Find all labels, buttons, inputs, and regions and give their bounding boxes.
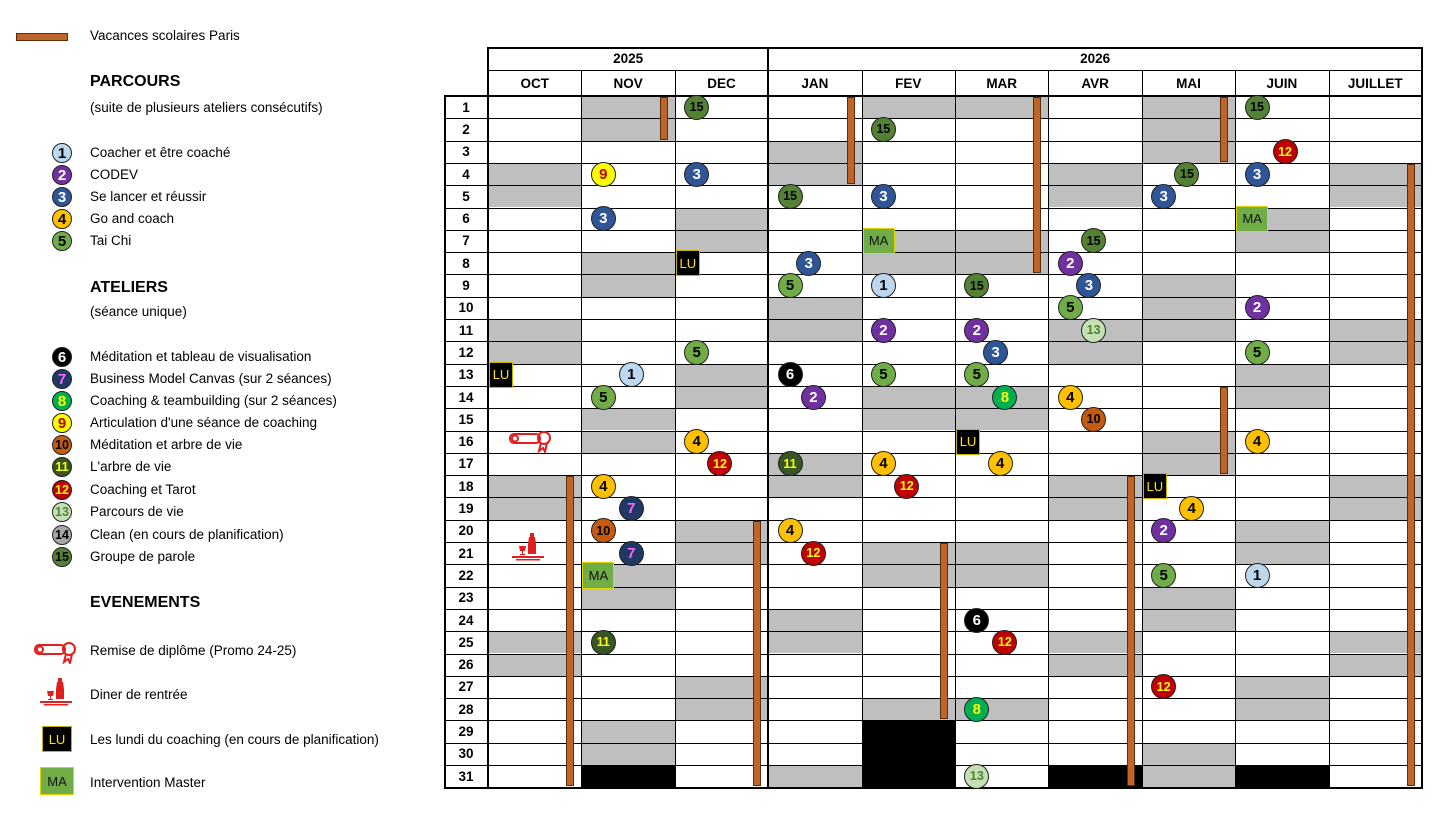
grid-line [444, 319, 1422, 320]
session-badge: 1 [619, 362, 644, 387]
ateliers-subtitle: (séance unique) [90, 304, 187, 319]
nonexistent-day-cell [862, 720, 955, 743]
weekend-cell [955, 408, 1048, 430]
session-badge: 15 [871, 117, 896, 142]
atelier-legend-label: Méditation et tableau de visualisation [90, 349, 312, 364]
session-badge: 8 [964, 697, 989, 722]
weekend-cell [1142, 587, 1235, 609]
session-badge: 2 [801, 385, 826, 410]
grid-line [444, 743, 1422, 744]
weekend-cell [862, 408, 955, 430]
day-number: 5 [462, 188, 470, 204]
vacation-bar [1220, 387, 1228, 474]
session-badge: 5 [1058, 295, 1083, 320]
day-number: 26 [458, 657, 474, 673]
grid-line [444, 765, 1422, 766]
parcours-legend-badge: 3 [52, 187, 72, 207]
atelier-legend-badge: 11 [52, 457, 72, 477]
atelier-legend-badge: 13 [52, 502, 72, 522]
session-badge: 12 [801, 541, 826, 566]
grid-line [444, 95, 446, 789]
grid-line [1329, 70, 1330, 789]
atelier-legend-label: Clean (en cours de planification) [90, 527, 284, 542]
weekend-cell [1048, 163, 1141, 185]
grid-line [444, 208, 1422, 209]
atelier-legend-label: Business Model Canvas (sur 2 séances) [90, 371, 332, 386]
session-badge: 5 [1245, 340, 1270, 365]
atelier-legend-badge: 10 [52, 435, 72, 455]
weekend-cell [1235, 230, 1328, 252]
month-header: AVR [1081, 75, 1109, 91]
session-badge: 10 [1081, 407, 1106, 432]
month-header: NOV [613, 75, 643, 91]
atelier-legend-badge: 9 [52, 413, 72, 433]
session-badge: 5 [871, 362, 896, 387]
weekend-cell [768, 631, 861, 653]
day-number: 12 [458, 344, 474, 360]
day-number: 21 [458, 545, 474, 561]
day-number: 18 [458, 478, 474, 494]
weekend-cell [581, 252, 674, 274]
parcours-legend-badge: 4 [52, 209, 72, 229]
session-badge: 1 [1245, 563, 1270, 588]
dinner-icon [510, 532, 546, 562]
weekend-cell [955, 564, 1048, 586]
session-badge: 13 [1081, 318, 1106, 343]
atelier-legend-label: L'arbre de vie [90, 459, 172, 474]
session-badge: 9 [591, 162, 616, 187]
day-number: 16 [458, 434, 474, 450]
session-badge: 15 [1174, 162, 1199, 187]
weekend-cell [1142, 319, 1235, 341]
day-number: 27 [458, 679, 474, 695]
month-header: FEV [895, 75, 922, 91]
weekend-cell [768, 475, 861, 497]
grid-line [444, 787, 1423, 789]
session-badge: 4 [1245, 429, 1270, 454]
day-number: 19 [458, 501, 474, 517]
day-number: 9 [462, 278, 470, 294]
ma-event-badge: MA [582, 562, 614, 588]
grid-line [444, 163, 1422, 164]
session-badge: 5 [591, 385, 616, 410]
weekend-cell [1142, 765, 1235, 787]
weekend-cell [768, 319, 861, 341]
day-number: 8 [462, 255, 470, 271]
session-badge: 1 [871, 273, 896, 298]
grid-line [444, 453, 1422, 454]
session-badge: 8 [992, 385, 1017, 410]
weekend-cell [768, 297, 861, 319]
vacation-bar [1220, 97, 1228, 162]
atelier-legend-label: Parcours de vie [90, 504, 184, 519]
parcours-legend-label: Se lancer et réussir [90, 189, 207, 204]
session-badge: 12 [992, 630, 1017, 655]
weekend-cell [1048, 185, 1141, 207]
session-badge: 2 [1245, 295, 1270, 320]
session-badge: 10 [591, 518, 616, 543]
grid-line [581, 70, 582, 789]
session-badge: 3 [1076, 273, 1101, 298]
grid-line [444, 386, 1422, 387]
weekend-cell [1142, 274, 1235, 296]
weekend-cell [581, 743, 674, 765]
grid-line [444, 297, 1422, 298]
weekend-cell [955, 542, 1048, 564]
session-badge: 11 [778, 451, 803, 476]
year-header: 2025 [613, 51, 644, 66]
grid-line [444, 274, 1422, 275]
weekend-cell [768, 765, 861, 787]
lu-legend-badge: LU [42, 726, 72, 752]
grid-line [444, 341, 1422, 342]
atelier-legend-badge: 15 [52, 547, 72, 567]
session-badge: 3 [796, 251, 821, 276]
session-badge: 12 [1151, 674, 1176, 699]
session-badge: 4 [1058, 385, 1083, 410]
weekend-cell [581, 274, 674, 296]
weekend-cell [1142, 609, 1235, 631]
year-header: 2026 [1080, 51, 1111, 66]
grid-line [1235, 70, 1236, 789]
day-number: 15 [458, 411, 474, 427]
weekend-cell [488, 163, 581, 185]
dinner-icon [38, 677, 74, 707]
parcours-legend-label: Go and coach [90, 211, 175, 226]
session-badge: 4 [684, 429, 709, 454]
grid-line [444, 631, 1422, 632]
month-header: MAI [1176, 75, 1201, 91]
diploma-icon [33, 640, 79, 664]
parcours-legend-label: Tai Chi [90, 233, 132, 248]
weekend-cell [675, 230, 768, 252]
grid-line [444, 520, 1422, 521]
weekend-cell [581, 587, 674, 609]
parcours-legend-badge: 5 [52, 231, 72, 251]
grid-line [444, 252, 1422, 253]
weekend-cell [581, 408, 674, 430]
session-badge: 4 [871, 451, 896, 476]
weekend-cell [581, 720, 674, 742]
session-badge: 11 [591, 630, 616, 655]
month-header: MAR [986, 75, 1018, 91]
day-number: 1 [462, 99, 470, 115]
nonexistent-day-cell [862, 765, 955, 788]
day-number: 7 [462, 233, 470, 249]
dinner-label: Diner de rentrée [90, 687, 188, 702]
weekend-cell [768, 609, 861, 631]
weekend-cell [1235, 520, 1328, 542]
weekend-cell [1142, 743, 1235, 765]
session-badge: 15 [778, 184, 803, 209]
month-header: JUILLET [1347, 75, 1403, 91]
day-number: 31 [458, 768, 474, 784]
grid-line [444, 609, 1422, 610]
vacation-bar [1127, 476, 1135, 786]
session-badge: 7 [619, 496, 644, 521]
session-badge: 12 [707, 451, 732, 476]
weekend-cell [1142, 297, 1235, 319]
grid-line [444, 185, 1422, 186]
parcours-subtitle: (suite de plusieurs ateliers consécutifs) [90, 100, 323, 115]
session-badge: 2 [1058, 251, 1083, 276]
session-badge: 3 [1151, 184, 1176, 209]
grid-line [444, 118, 1422, 119]
session-badge: 15 [1081, 228, 1106, 253]
weekend-cell [581, 431, 674, 453]
grid-line [675, 70, 676, 789]
parcours-legend-badge: 2 [52, 165, 72, 185]
grid-line [444, 542, 1422, 543]
grid-line [1048, 70, 1049, 789]
atelier-legend-label: Articulation d'une séance de coaching [90, 415, 317, 430]
vacation-legend-swatch [16, 33, 68, 41]
month-header: JAN [801, 75, 829, 91]
nonexistent-day-cell [862, 743, 955, 766]
atelier-legend-badge: 14 [52, 525, 72, 545]
ma-label: Intervention Master [90, 775, 206, 790]
day-number: 25 [458, 634, 474, 650]
day-number: 23 [458, 590, 474, 606]
grid-line [444, 95, 1423, 97]
vacation-bar [847, 97, 855, 184]
session-badge: 2 [871, 318, 896, 343]
session-badge: 6 [964, 608, 989, 633]
grid-line [1142, 70, 1143, 789]
atelier-legend-badge: 12 [52, 480, 72, 500]
session-badge: 4 [1179, 496, 1204, 521]
day-number: 14 [458, 389, 474, 405]
day-number: 28 [458, 701, 474, 717]
nonexistent-day-cell [581, 765, 674, 788]
lu-event-badge: LU [1143, 473, 1167, 499]
weekend-cell [675, 386, 768, 408]
evenements-title: EVENEMENTS [90, 594, 201, 611]
session-badge: 5 [778, 273, 803, 298]
atelier-legend-badge: 7 [52, 369, 72, 389]
weekend-cell [1235, 676, 1328, 698]
ma-legend-badge: MA [40, 767, 74, 795]
grid-line [444, 475, 1422, 476]
atelier-legend-badge: 8 [52, 391, 72, 411]
weekend-cell [488, 319, 581, 341]
day-number: 24 [458, 612, 474, 628]
session-badge: 4 [778, 518, 803, 543]
vacation-legend-label: Vacances scolaires Paris [90, 28, 240, 43]
day-number: 11 [458, 322, 474, 338]
grid-line [444, 141, 1422, 142]
session-badge: 3 [871, 184, 896, 209]
session-badge: 4 [988, 451, 1013, 476]
session-badge: 7 [619, 541, 644, 566]
atelier-legend-badge: 6 [52, 347, 72, 367]
session-badge: 13 [964, 764, 989, 789]
grid-line [444, 497, 1422, 498]
session-badge: 15 [964, 273, 989, 298]
vacation-bar [1033, 97, 1041, 273]
session-badge: 3 [1245, 162, 1270, 187]
session-badge: 12 [1273, 139, 1298, 164]
session-badge: 15 [684, 95, 709, 120]
grid-line [487, 47, 489, 789]
day-number: 13 [458, 367, 474, 383]
day-number: 3 [462, 144, 470, 160]
session-badge: 4 [591, 474, 616, 499]
grid-line [444, 364, 1422, 365]
lu-event-badge: LU [676, 250, 700, 276]
grid-line [767, 47, 769, 789]
session-badge: 5 [684, 340, 709, 365]
weekend-cell [1048, 341, 1141, 363]
weekend-cell [862, 252, 955, 274]
weekend-cell [1235, 698, 1328, 720]
day-number: 20 [458, 523, 474, 539]
parcours-legend-label: Coacher et être coaché [90, 145, 231, 160]
grid-line [444, 230, 1422, 231]
session-badge: 3 [983, 340, 1008, 365]
day-number: 6 [462, 211, 470, 227]
day-number: 22 [458, 567, 474, 583]
weekend-cell [488, 185, 581, 207]
parcours-legend-label: CODEV [90, 167, 139, 182]
day-number: 4 [462, 166, 470, 182]
grid-line [444, 720, 1422, 721]
diploma-icon [508, 429, 554, 453]
grid-line [488, 47, 1423, 49]
atelier-legend-label: Méditation et arbre de vie [90, 437, 243, 452]
day-number: 29 [458, 724, 474, 740]
month-header: JUIN [1266, 75, 1298, 91]
diploma-label: Remise de diplôme (Promo 24-25) [90, 643, 297, 658]
vacation-bar [940, 543, 948, 719]
session-badge: 3 [684, 162, 709, 187]
month-header: DEC [707, 75, 736, 91]
ma-event-badge: MA [1236, 206, 1268, 232]
ateliers-title: ATELIERS [90, 279, 168, 296]
grid-line [1421, 47, 1423, 789]
weekend-cell [862, 96, 955, 118]
atelier-legend-label: Coaching et Tarot [90, 482, 196, 497]
grid-line [444, 654, 1422, 655]
nonexistent-day-cell [1235, 765, 1328, 788]
ma-event-badge: MA [863, 228, 895, 254]
lu-label: Les lundi du coaching (en cours de planification) [90, 732, 379, 747]
lu-event-badge: LU [956, 429, 980, 455]
session-badge: 2 [1151, 518, 1176, 543]
day-number: 10 [458, 300, 474, 316]
lu-event-badge: LU [489, 362, 513, 388]
parcours-title: PARCOURS [90, 73, 181, 90]
vacation-bar [1407, 164, 1415, 786]
weekend-cell [488, 341, 581, 363]
weekend-cell [1235, 542, 1328, 564]
weekend-cell [1235, 364, 1328, 386]
day-number: 2 [462, 121, 470, 137]
grid-line [444, 431, 1422, 432]
session-badge: 5 [964, 362, 989, 387]
vacation-bar [566, 476, 574, 786]
weekend-cell [862, 386, 955, 408]
vacation-bar [753, 521, 761, 787]
month-header: OCT [520, 75, 549, 91]
session-badge: 2 [964, 318, 989, 343]
atelier-legend-label: Groupe de parole [90, 549, 196, 564]
weekend-cell [1235, 386, 1328, 408]
day-number: 17 [458, 456, 474, 472]
session-badge: 3 [591, 206, 616, 231]
grid-line [862, 70, 863, 789]
session-badge: 15 [1245, 95, 1270, 120]
weekend-cell [675, 364, 768, 386]
grid-line [444, 408, 1422, 409]
session-badge: 5 [1151, 563, 1176, 588]
day-number: 30 [458, 746, 474, 762]
weekend-cell [675, 208, 768, 230]
session-badge: 6 [778, 362, 803, 387]
grid-line [444, 676, 1422, 677]
grid-line [444, 698, 1422, 699]
parcours-legend-badge: 1 [52, 143, 72, 163]
atelier-legend-label: Coaching & teambuilding (sur 2 séances) [90, 393, 337, 408]
vacation-bar [660, 97, 668, 140]
session-badge: 12 [894, 474, 919, 499]
